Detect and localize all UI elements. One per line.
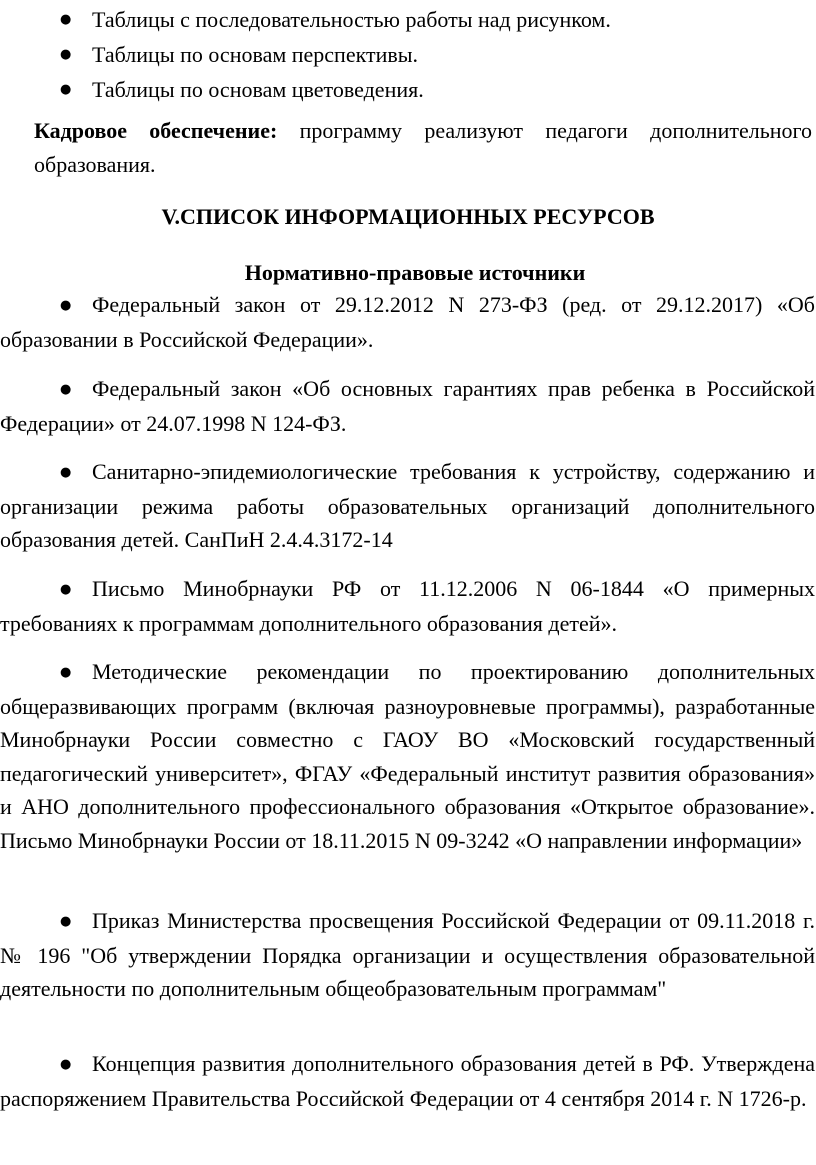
source-text: Письмо Минобрнауки РФ от 11.12.2006 N 06-1844 «О примерных требованиях к программам дополнительного образования детей». (0, 576, 815, 636)
list-item (0, 37, 816, 72)
bullet-icon: ● (60, 82, 72, 97)
bullet-icon: ● (60, 465, 72, 480)
bullet-icon: ● (60, 47, 72, 62)
bullet-icon: ● (60, 914, 72, 929)
source-item (0, 655, 815, 857)
source-item (0, 572, 815, 640)
bullet-icon: ● (60, 382, 72, 397)
staffing-paragraph (34, 114, 812, 181)
list-item-text: Таблицы по основам цветоведения. (92, 77, 424, 102)
source-item (0, 1047, 815, 1115)
source-text: Федеральный закон «Об основных гарантиях прав ребенка в Российской Федерации» от 24.07.1998 N 124-ФЗ. (0, 376, 815, 436)
source-text: Федеральный закон от 29.12.2012 N 273-ФЗ (ред. от 29.12.2017) «Об образовании в Российской Федерации». (0, 292, 815, 352)
staffing-text: программу реализуют педагоги дополнительного образования. (34, 118, 812, 177)
source-item (0, 455, 815, 557)
source-text: Санитарно-эпидемиологические требования к устройству, содержанию и организации режима работы образовательных организаций дополнительного образования детей. СанПиН 2.4.4.3172-14 (0, 459, 815, 552)
source-item (0, 372, 815, 440)
bullet-icon: ● (60, 665, 72, 680)
section-title: V.СПИСОК ИНФОРМАЦИОННЫХ РЕСУРСОВ (161, 204, 655, 229)
source-text: Концепция развития дополнительного образования детей в РФ. Утверждена распоряжением Правительства Российской Федерации от 4 сентября 2014 г. N 1726-р. (0, 1051, 815, 1111)
list-item (0, 2, 816, 37)
source-item (0, 904, 815, 1006)
source-text: Приказ Министерства просвещения Российской Федерации от 09.11.2018 г. № 196 "Об утверждении Порядка организации и осуществления образовательной деятельности по дополнительным общеобразовательным программам" (0, 908, 815, 1001)
subsection-title: Нормативно-правовые источники (244, 260, 586, 285)
source-text: Методические рекомендации по проектированию дополнительных общеразвивающих программ (включая разноуровневые программы), разработанные Минобрнауки России совместно с ГАОУ ВО «Московский государственный педагогический университет», ФГАУ «Федеральный институт развития образования» и АНО дополнительного профессионального образования «Открытое образование». Письмо Минобрнауки России от 18.11.2015 N 09-3242 «О направлении информации» (0, 659, 815, 853)
materials-list (0, 2, 816, 107)
list-item (0, 72, 816, 107)
list-item-text: Таблицы по основам перспективы. (92, 42, 419, 67)
bullet-icon: ● (60, 1057, 72, 1072)
bullet-icon: ● (60, 298, 72, 313)
source-item (0, 288, 815, 356)
bullet-icon: ● (60, 582, 72, 597)
bullet-icon: ● (60, 12, 72, 27)
list-item-text: Таблицы с последовательностью работы над рисунком. (92, 7, 611, 32)
staffing-label: Кадровое обеспечение: (34, 118, 278, 143)
